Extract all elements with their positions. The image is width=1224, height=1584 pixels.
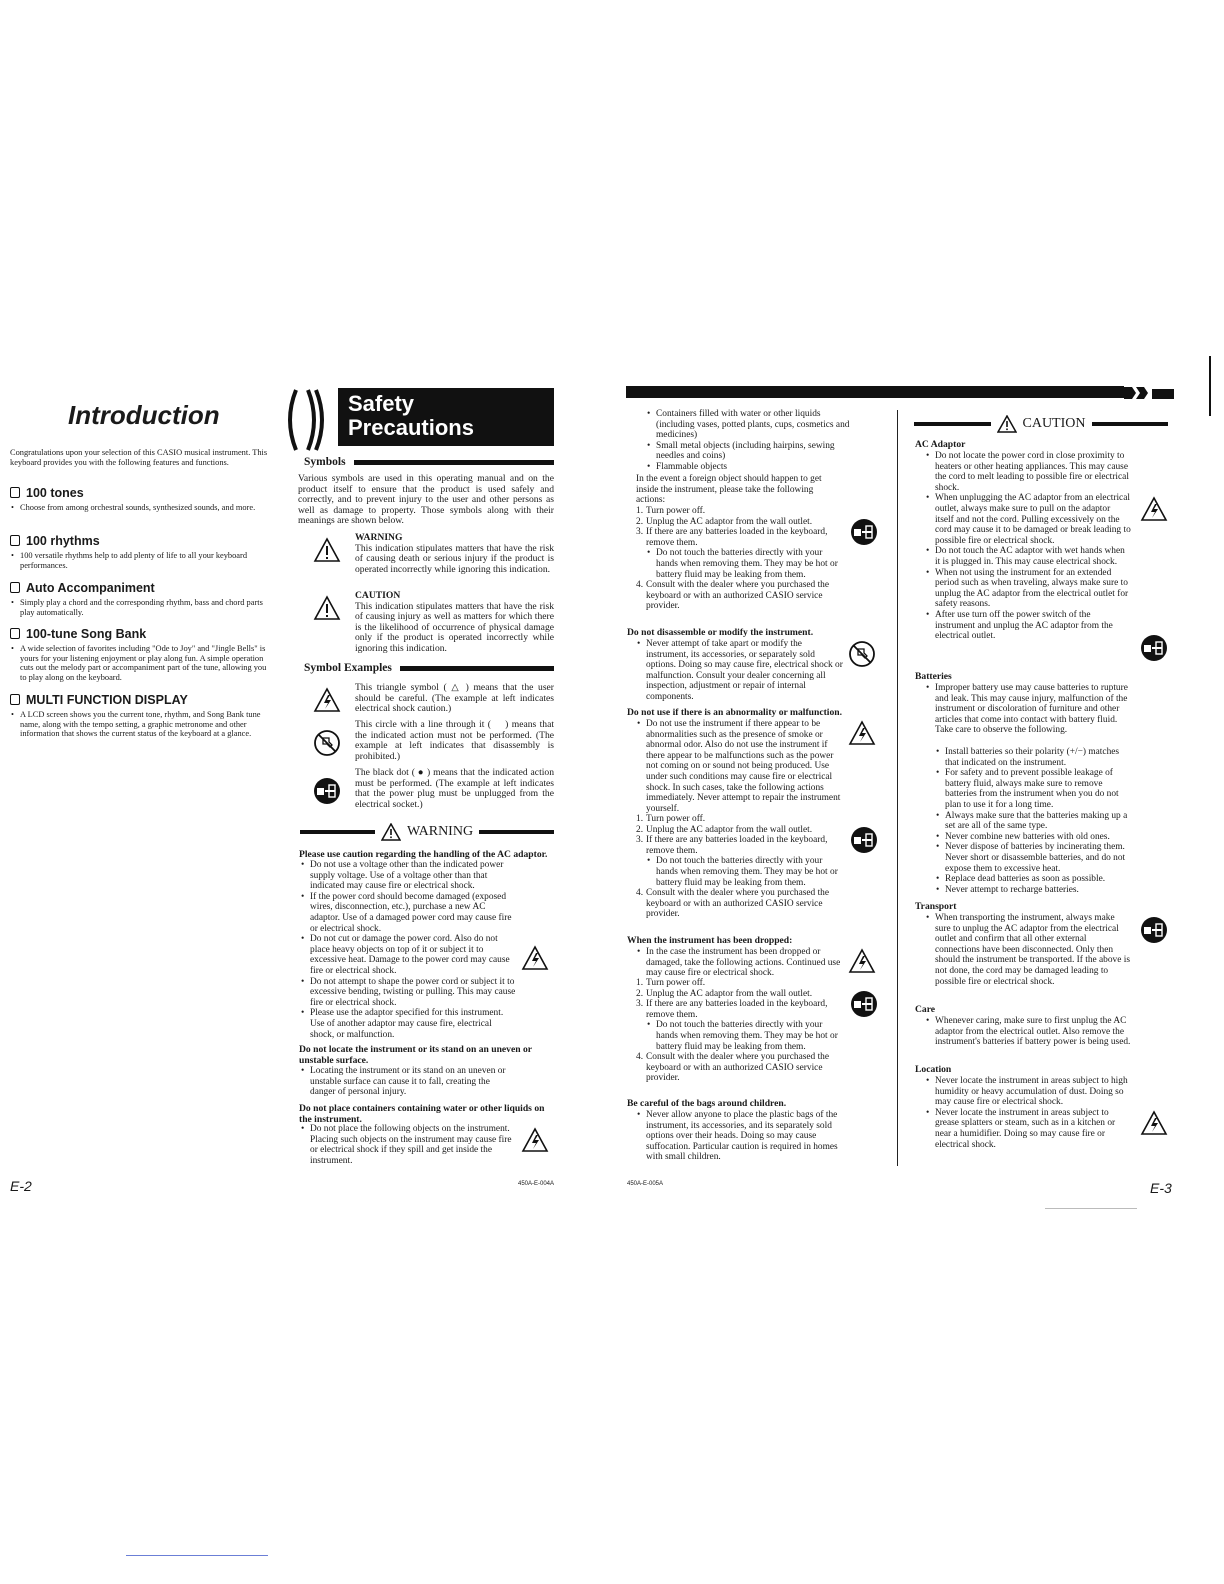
feature-text: • A wide selection of favorites including "Ode to Joy" and "Jingle Bells" is yours for your listening enjoyment or play along fun. A simple operation cuts out the melody part or accompaniment part of the tune, allowing you to play along on the keyboard. — [20, 644, 268, 682]
example-triangle-text: This triangle symbol ( △ ) means that the user should be careful. (The example at left indicates electrical shock caution.) — [355, 682, 554, 715]
list-item: • Do not touch the AC adaptor with wet hands when it is plugged in. This may cause electrical shock. — [935, 546, 1131, 567]
list-item: • Do not cut or damage the power cord. Also do not place heavy objects on top of it or subject it to excessive heat. Damage to the power cord may cause fire or electrical shock. — [310, 934, 516, 976]
disassemble-list — [636, 639, 846, 703]
scan-line — [126, 1555, 268, 1556]
caution-label: CAUTION — [355, 590, 401, 601]
feature-item — [10, 581, 268, 627]
list-item: • Never allow anyone to place the plastic bags of the instrument, its accessories, and its separately sold options over their heads. Doing so may cause suffocation. Particular caution is required in homes with small children. — [646, 1110, 846, 1163]
abnormal-list — [636, 719, 846, 814]
dropped-list — [636, 947, 846, 979]
list-item: • Locating the instrument or its stand on an uneven or unstable surface can cause it to fall, creating the danger of personal injury. — [310, 1066, 516, 1098]
warning-text: This indication stipulates matters that have the risk of causing death or serious injury if the product is operated incorrectly while ignoring this indication. — [355, 542, 554, 575]
feature-heading: 100 rhythms — [10, 534, 268, 548]
objects-list — [646, 409, 852, 473]
top-black-band — [626, 386, 1124, 398]
list-item: • In the case the instrument has been dropped or damaged, take the following actions. Continued use may cause fire or electrical shock. — [646, 947, 846, 979]
list-item: • Never locate the instrument in areas subject to high humidity or heavy accumulation of dust. Doing so may cause fire or electrical shock. — [935, 1076, 1131, 1108]
list-item: • Install batteries so their polarity (+/−) matches that indicated on the instrument. — [945, 747, 1131, 768]
warning-banner — [300, 823, 554, 841]
list-item: • Containers filled with water or other liquids (including vases, potted plants, cups, cosmetics and medicines) — [656, 409, 852, 441]
list-item: • When not using the instrument for an extended period such as when traveling, always make sure to unplug the AC adaptor from the electrical outlet for safety reasons. — [935, 568, 1131, 610]
warning-definition — [355, 533, 554, 575]
unplug-icon — [850, 826, 878, 854]
disassemble-heading: Do not disassemble or modify the instrument. — [627, 627, 814, 638]
electric-shock-icon — [848, 720, 878, 748]
list-item: • When transporting the instrument, always make sure to unplug the AC adaptor from the electrical outlet and confirm that all other external connections have been disconnected. Only then should the instrument be transported. If the above is not done, the cord may be damaged leading to possible fire or electrical shock. — [935, 913, 1131, 987]
transport-heading: Transport — [915, 901, 957, 912]
list-item: • Never locate the instrument in areas subject to grease splatters or steam, such as in a kitchen or near a humidifier. Doing so may cause fire or electrical shock. — [935, 1108, 1131, 1150]
list-item: • Improper battery use may cause batteries to rupture and leak. This may cause injury, malfunction of the instrument or discoloration of furniture and other articles that come into contact with battery fluid. Take care to observe the following. — [935, 683, 1131, 736]
electric-shock-icon — [1140, 496, 1170, 524]
safety-title-line1: Safety — [348, 391, 415, 416]
caution-triangle-icon — [312, 594, 342, 622]
location-heading: Location — [915, 1064, 952, 1075]
page-number-left: E-2 — [10, 1178, 32, 1194]
symbols-heading: Symbols — [304, 456, 346, 468]
caution-banner — [914, 415, 1168, 433]
feature-text: • Simply play a chord and the corresponding rhythm, bass and chord parts play automatically. — [20, 598, 268, 617]
list-item: • Replace dead batteries as soon as possible. — [945, 874, 1131, 885]
feature-text: • Choose from among orchestral sounds, synthesized sounds, and more. — [20, 503, 268, 513]
list-item: • Never combine new batteries with old ones. — [945, 832, 1131, 843]
top-band-end — [1124, 386, 1174, 398]
bags-list — [636, 1110, 846, 1163]
list-item: • Small metal objects (including hairpins, sewing needles and coins) — [656, 441, 852, 462]
feature-text: • 100 versatile rhythms help to add plenty of life to all your keyboard performances. — [20, 551, 268, 570]
electric-shock-icon — [1140, 1110, 1170, 1138]
caution-definition — [355, 591, 554, 655]
abnormal-heading: Do not use if there is an abnormality or malfunction. — [627, 707, 842, 718]
liquid-list — [300, 1124, 516, 1166]
transport-list — [925, 913, 1131, 987]
foreign-text: In the event a foreign object should happen to get inside the instrument, please take the following actions: — [636, 474, 822, 506]
list-item: • Do not attempt to shape the power cord or subject it to excessive bending, twisting or pulling. This may cause fire or electrical shock. — [310, 977, 516, 1009]
no-disassembly-icon — [312, 728, 342, 758]
list-item: • Do not use the instrument if there appear to be abnormalities such as the presence of smoke or abnormal odor. Also do not use the instrument if there appear to be malfunctions such as the power not coming on or sound not being produced. Use under such conditions may cause fire or electrical shock. In such cases, take the following actions immediately. Never attempt to repair the instrument yourself. — [646, 719, 846, 814]
examples-heading: Symbol Examples — [304, 662, 392, 674]
feature-item — [10, 693, 268, 739]
unplug-icon — [850, 518, 878, 546]
electric-shock-icon — [312, 686, 342, 714]
no-disassembly-icon — [848, 640, 878, 670]
warning-label: WARNING — [355, 532, 403, 543]
ac-list — [300, 860, 516, 1040]
unplug-icon — [850, 990, 878, 1018]
caution-text: This indication stipulates matters that have the risk of causing injury as well as matters for which there is the likelihood of occurrence of physical damage only if the product is operated incorrectly while ignoring this indication. — [355, 600, 554, 654]
uneven-list — [300, 1066, 516, 1098]
column-divider — [897, 410, 898, 1166]
warning-triangle-icon — [312, 536, 342, 564]
list-item: • For safety and to prevent possible leakage of battery fluid, always make sure to remove batteries from the instrument when you do not plan to use it for a long time. — [945, 768, 1131, 810]
batteries-heading: Batteries — [915, 671, 952, 682]
symbols-text: Various symbols are used in this operating manual and on the product itself to ensure that the product is used safely and correctly, and to prevent injury to the user and other persons as well as damage to property. Those symbols along with their meanings are shown below. — [298, 473, 554, 527]
location-list — [925, 1076, 1131, 1150]
warning-banner-label: WARNING — [406, 824, 474, 839]
safety-bracket — [286, 388, 330, 452]
feature-heading: 100 tones — [10, 486, 268, 500]
feature-heading: 100-tune Song Bank — [10, 627, 268, 641]
list-item: • Do not place the following objects on the instrument. Placing such objects on the instrument may cause fire or electrical shock if they spill and get inside the instrument. — [310, 1124, 516, 1166]
safety-title-block — [338, 388, 554, 446]
caution-banner-label: CAUTION — [1022, 416, 1086, 431]
intro-text: Congratulations upon your selection of this CASIO musical instrument. This keyboard provides you with the following features and functions. — [10, 448, 268, 467]
electric-shock-icon — [520, 1126, 550, 1154]
actions-block-1: 1. Turn power off. 2. Unplug the AC adaptor from the wall outlet. 3. If there are any batteries loaded in the keyboard, remove them. • Do not touch the batteries directly with your hands when removing them. They may be hot or battery fluid may be leaking from them. 4. Consult with the dealer where you purchased the keyboard or with an authorized CASIO service provider. — [636, 506, 842, 612]
list-item: • After use turn off the power switch of the instrument and unplug the AC adaptor from the electrical outlet. — [935, 610, 1131, 642]
bags-heading: Be careful of the bags around children. — [627, 1098, 787, 1109]
list-item: • Do not locate the power cord in close proximity to heaters or other heating appliances. This may cause the cord to melt leading to possible fire or electrical shock. — [935, 451, 1131, 493]
safety-title-line2: Precautions — [348, 415, 474, 440]
unplug-icon — [1140, 916, 1168, 944]
feature-heading: Auto Accompaniment — [10, 581, 268, 595]
list-item: • Never attempt to recharge batteries. — [945, 885, 1131, 896]
electric-shock-icon — [848, 948, 878, 976]
ac-adaptor-heading: AC Adaptor — [915, 439, 966, 450]
feature-item — [10, 627, 268, 693]
care-heading: Care — [915, 1004, 936, 1015]
unplug-icon — [312, 776, 342, 806]
page-number-right: E-3 — [1150, 1180, 1172, 1196]
right-vertical-rule — [1209, 356, 1211, 416]
ac-heading: Please use caution regarding the handling of the AC adaptor. — [299, 849, 548, 860]
doc-code-right: 450A-E-005A — [627, 1181, 664, 1187]
liquid-heading: Do not place containers containing water or other liquids on the instrument. — [299, 1103, 545, 1125]
list-item: • Never attempt of take apart or modify the instrument, its accessories, or separately sold options. Doing so may cause fire, electrical shock or malfunction. Consult your dealer concerning all inspection, adjustment or repair of internal components. — [646, 639, 846, 703]
intro-title: Introduction — [68, 400, 220, 430]
feature-heading: MULTI FUNCTION DISPLAY — [10, 693, 268, 707]
actions-block-3: 1. Turn power off. 2. Unplug the AC adaptor from the wall outlet. 3. If there are any batteries loaded in the keyboard, remove them. • Do not touch the batteries directly with your hands when removing them. They may be hot or battery fluid may be leaking from them. 4. Consult with the dealer where you purchased the keyboard or with an authorized CASIO service provider. — [636, 978, 842, 1084]
list-item: • Please use the adaptor specified for this instrument. Use of another adaptor may cause fire, electrical shock, or malfunction. — [310, 1008, 516, 1040]
scan-line — [1045, 1208, 1137, 1209]
list-item: • Flammable objects — [656, 462, 852, 473]
batteries-list — [935, 747, 1131, 895]
list-item: • When unplugging the AC adaptor from an electrical outlet, always make sure to pull on the adaptor itself and not the cord. Pulling excessively on the cord may cause it to be damaged or break leading to possible fire or electrical shock. — [935, 493, 1131, 546]
feature-item — [10, 534, 268, 581]
doc-code-left: 450A-E-004A — [518, 1181, 555, 1187]
feature-text: • A LCD screen shows you the current tone, rhythm, and Song Bank tune name, along with the tempo setting, a graphic metronome and other information that shows the current status of the keyboard at a glance. — [20, 710, 268, 739]
list-item: • Whenever caring, make sure to first unplug the AC adaptor from the electrical outlet. Also remove the instrument's batteries if battery power is being used. — [935, 1016, 1131, 1048]
electric-shock-icon — [520, 944, 550, 972]
feature-item — [10, 486, 268, 534]
example-circle-text: This circle with a line through it ( ⃠ ) means that the indicated action must not be performed. (The example at left indicates that disassembly is prohibited.) — [355, 719, 554, 762]
actions-block-2: 1. Turn power off. 2. Unplug the AC adaptor from the wall outlet. 3. If there are any batteries loaded in the keyboard, remove them. • Do not touch the batteries directly with your hands when removing them. They may be hot or battery fluid may be leaking from them. 4. Consult with the dealer where you purchased the keyboard or with an authorized CASIO service provider. — [636, 814, 842, 920]
list-item: • Never dispose of batteries by incinerating them. Never short or disassemble batteries, and do not expose them to excessive heat. — [945, 842, 1131, 874]
symbols-heading-row — [304, 456, 554, 468]
uneven-heading: Do not locate the instrument or its stand on an uneven or unstable surface. — [299, 1044, 532, 1066]
batteries-intro — [925, 683, 1131, 736]
care-list — [925, 1016, 1131, 1048]
example-dot-text: The black dot ( ● ) means that the indicated action must be performed. (The example at left indicates that the power plug must be unplugged from the electrical socket.) — [355, 767, 554, 810]
ac-adaptor-list — [925, 451, 1131, 642]
dropped-heading: When the instrument has been dropped: — [627, 935, 793, 946]
list-item: • If the power cord should become damaged (exposed wires, disconnection, etc.), purchase a new AC adaptor. Use of a damaged power cord may cause fire or electrical shock. — [310, 892, 516, 934]
list-item: • Do not use a voltage other than the indicated power supply voltage. Use of a voltage other than that indicated may cause fire or electrical shock. — [310, 860, 516, 892]
unplug-icon — [1140, 634, 1168, 662]
examples-heading-row — [304, 662, 554, 674]
feature-list — [10, 486, 268, 739]
list-item: • Always make sure that the batteries making up a set are all of the same type. — [945, 811, 1131, 832]
warning-triangle-icon — [381, 823, 401, 841]
caution-triangle-icon — [997, 415, 1017, 433]
